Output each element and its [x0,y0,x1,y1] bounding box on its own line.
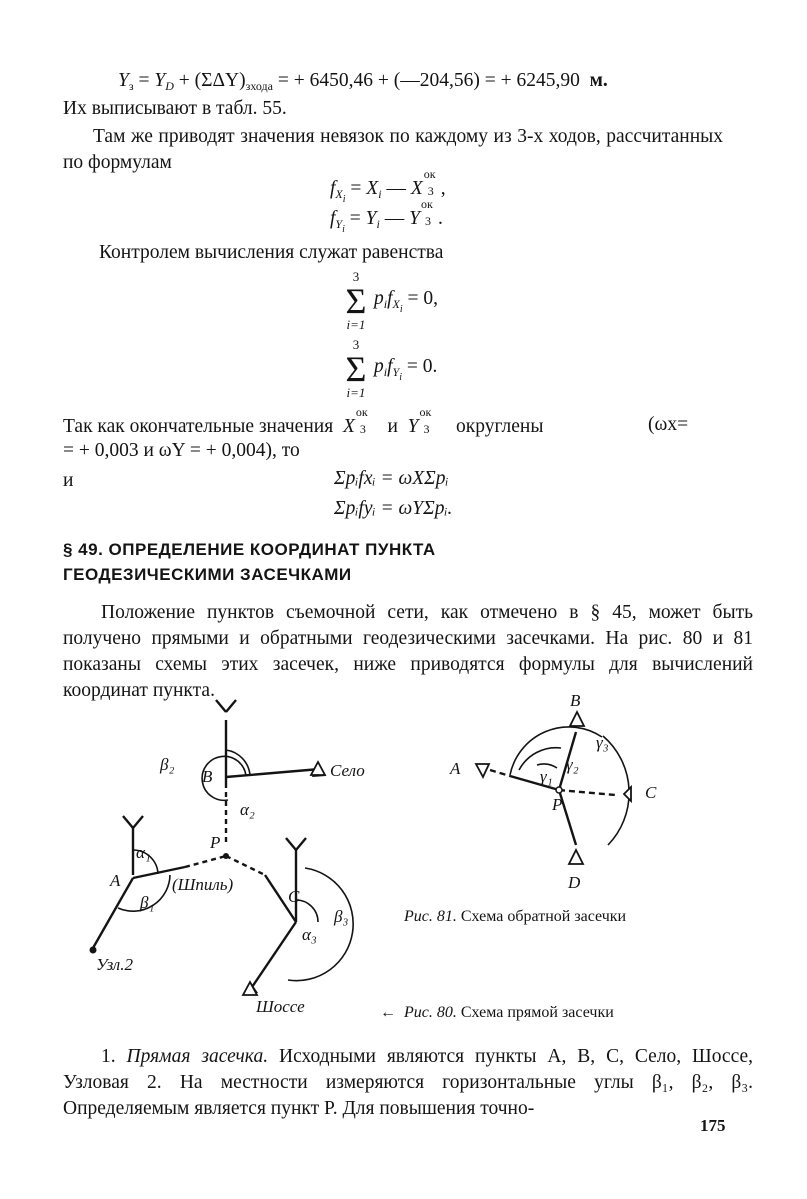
formula-fy: $f_{Yi} = Y_i$ — Y ок 3 . [330,197,443,235]
section-heading-line2: ГЕОДЕЗИЧЕСКИМИ ЗАСЕЧКАМИ [63,565,352,584]
sum1-rhs: = 0, [407,288,439,309]
fx-x: X [335,187,343,201]
fig80-label-beta1: β₁ [140,893,155,912]
fx-f: f [330,178,336,199]
sum1-symbol: Σ [345,281,367,321]
paragraph-control: Контролем вычисления служат равенства [99,242,444,263]
fy-i: i [342,224,345,235]
fig80-label-selo: Село [330,761,365,780]
fig80-label-uzl: Узл.2 [96,955,133,974]
sum-py-eq: Σpᵢfyᵢ = ωYΣpᵢ. [334,498,453,519]
paragraph-residuals: Там же приводят значения невязок по каждому из 3-х ходов, рассчитанных по формулам [63,126,723,173]
sum1-p-i: i [383,297,388,311]
rounding-x-ok: ок [355,405,368,419]
figure-80-caption [380,1004,614,1022]
paragraph-intro: Положение пунктов съемочной сети, как отмечено в § 45, может быть получено прямыми и обратными геодезическими засечками. На рис. 80 и 81 показаны схемы этих засечек, ниже приводятся формулы для вычислений координат пункта. [63,602,753,701]
paragraph-table-ref: Их выписывают в табл. 55. [63,98,287,119]
sum2-body [374,356,437,383]
fy-f: f [330,208,336,229]
y3-rhs: = + 6450,46 + (—204,56) = + 6245,90 [277,70,580,91]
fig80-label-beta2: β₂ [160,755,175,774]
rounding-x-three: 3 [359,422,366,436]
fig81-label-D: D [568,873,581,892]
fig80-label-shpil: (Шпиль) [172,875,234,894]
and-word: и [63,470,74,491]
fig81-label-C: C [645,783,657,802]
fig80-caption-arrow: ← [380,1004,396,1021]
sum1-body [374,288,438,315]
y3-yd: Y [154,70,166,91]
fig81-label-gamma2: γ₂ [566,755,579,774]
sum2-sigma [336,338,376,400]
fig81-caption-label: Рис. 81. [404,908,457,925]
fig81-label-A: A [450,759,461,778]
y3-lhs: Y [118,70,129,91]
sum1-x: X [392,297,400,311]
fig80-label-beta3: β₃ [334,907,349,926]
y3-sum-sub: зхода [245,79,273,93]
fig81-caption-text: Схема обратной засечки [460,908,627,925]
omega-x-open: (ωx= [648,414,689,435]
fx-three: 3 [427,184,434,198]
paragraph-direct-intersection [63,1044,753,1122]
rounding-y-ok: ок [419,405,432,419]
fig81-label-P: P [552,795,563,814]
page-number: 175 [700,1116,726,1135]
fx-rhs-X: X [410,178,423,199]
y3-lhs-sub: з [128,79,134,93]
figure-81-diagram [440,690,700,900]
fy-rhs-Y: Y [409,208,420,229]
formula-fx: $f_{Xi} = X_i$ — X ок 3 , [330,167,446,205]
fig81-label-gamma3: γ₃ [596,733,609,752]
figure-81-caption [404,908,626,926]
sum1-f: f [387,288,393,309]
fx-i: i [342,194,346,205]
sum1-p: p [374,288,384,309]
omega-line: = + 0,003 и ωY = + 0,004), то [63,440,300,461]
sum1-sigma [336,270,376,332]
para6-title: Прямая засечка. [126,1046,269,1067]
sum1-top: 3 [352,269,360,284]
fig80-caption-text: Схема прямой засечки [460,1004,614,1021]
rounding-and: и [387,416,398,437]
fx-rhs-i: i [378,187,382,201]
para6-body: Исходными являются пункты A, B, C, Село, Шоссе, Узловая 2. На местности измеряются горизонтальные углы β₁, β₂, β₃. Определяемым является пункт P. Для повышения точно- [63,1046,754,1119]
sum1-xi: i [399,304,403,315]
fx-ok: ок [423,167,436,181]
fig80-caption-label: Рис. 80. [404,1004,457,1021]
fy-three: 3 [424,214,431,228]
fig81-label-gamma1: γ₁ [540,767,553,786]
fig80-label-A: A [110,871,121,890]
rounding-word: округлены [456,416,544,437]
fig80-label-P: P [210,833,221,852]
sum2-bottom: i=1 [346,385,366,400]
sum-px-eq: Σpᵢfxᵢ = ωXΣpᵢ [334,468,449,489]
y3-unit: м. [589,70,608,91]
sum2-p: p [374,356,384,377]
sum2-f: f [387,356,393,377]
sum2-y: Y [392,365,400,379]
sum2-yi: i [399,372,402,383]
fig80-label-B: B [202,767,213,786]
fy-rhs-y: Y [365,208,377,229]
fx-rhs-x: X [366,178,379,199]
fy-rhs-i: i [376,217,380,231]
rounding-start: Так как окончательные значения [63,416,334,437]
sum2-rhs: = 0. [406,356,438,377]
formula-y3: $Y_з = Y_D + (\Sigma\Delta Y)_{зхода}$ = + 6450,46 + (—204,56) = + 6245,90 м. [118,70,608,93]
fig80-label-alpha3: α₃ [302,925,317,944]
fig80-label-alpha2: α₂ [240,800,255,819]
fig80-label-shosse: Шоссе [256,997,305,1016]
fy-y: Y [335,217,343,231]
sum2-p-i: i [383,365,388,379]
fig81-label-B: B [570,691,581,710]
sum1-bottom: i=1 [346,317,366,332]
y3-sum: (ΣΔY) [194,70,246,91]
fy-ok: ок [420,197,433,211]
para6-number: 1. [101,1046,116,1067]
sum2-symbol: Σ [345,349,367,389]
fig80-label-C: C [288,887,300,906]
rounding-x: X [342,416,355,437]
fig80-label-alpha1: α₁ [136,843,151,862]
rounding-y: Y [407,416,419,437]
figure-80-diagram [60,690,460,1020]
y3-yd-sub: D [165,79,174,93]
section-heading-line1: § 49. ОПРЕДЕЛЕНИЕ КООРДИНАТ ПУНКТА [63,540,436,559]
sum2-top: 3 [352,337,360,352]
rounding-y-three: 3 [423,422,430,436]
